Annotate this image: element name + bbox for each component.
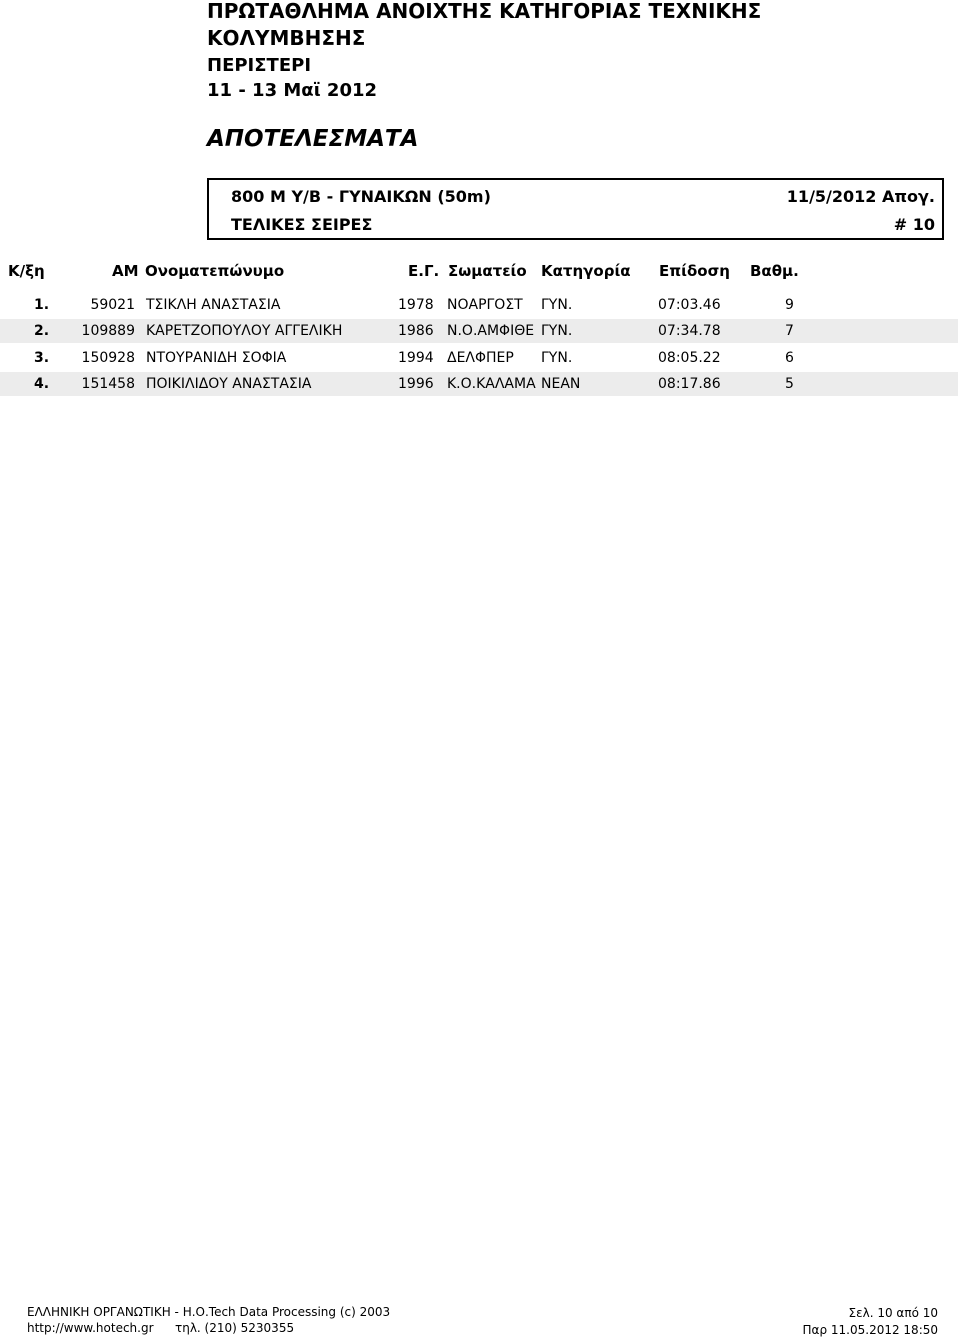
row-am: 109889 <box>81 323 135 339</box>
row-time: 07:03.46 <box>658 297 721 313</box>
row-points: 6 <box>785 350 794 366</box>
footer-printed: Παρ 11.05.2012 18:50 <box>802 1323 938 1337</box>
row-year: 1996 <box>398 376 434 392</box>
table-row <box>0 293 958 317</box>
row-rank: 4. <box>34 376 50 392</box>
row-year: 1994 <box>398 350 434 366</box>
row-club: ΔΕΛΦΠΕΡ <box>447 350 514 366</box>
col-time: Επίδοση <box>659 262 730 280</box>
event-date: 11/5/2012 Απογ. <box>786 187 935 206</box>
table-row <box>0 346 958 370</box>
table-row <box>0 372 958 396</box>
row-points: 9 <box>785 297 794 313</box>
table-row <box>0 319 958 343</box>
row-rank: 3. <box>34 350 50 366</box>
col-rank: Κ/ξη <box>8 262 45 280</box>
event-dates: 11 - 13 Μαϊ 2012 <box>207 80 378 101</box>
row-category: ΓΥΝ. <box>541 350 573 366</box>
row-name: ΤΣΙΚΛΗ ΑΝΑΣΤΑΣΙΑ <box>146 297 281 313</box>
footer-org: ΕΛΛΗΝΙΚΗ ΟΡΓΑΝΩΤΙΚΗ - Η.Ο.Tech Data Processing (c) 2003 <box>27 1305 391 1319</box>
row-name: ΚΑΡΕΤΖΟΠΟΥΛΟΥ ΑΓΓΕΛΙΚΗ <box>146 323 343 339</box>
row-year: 1978 <box>398 297 434 313</box>
row-points: 7 <box>785 323 794 339</box>
event-stage: ΤΕΛΙΚΕΣ ΣΕΙΡΕΣ <box>231 215 373 234</box>
row-category: ΓΥΝ. <box>541 323 573 339</box>
row-club: ΝΟΑΡΓΟΣΤ <box>447 297 523 313</box>
location: ΠΕΡΙΣΤΕΡΙ <box>207 55 312 76</box>
row-club: Κ.Ο.ΚΑΛΑΜΑ <box>447 376 536 392</box>
row-category: ΝΕΑΝ <box>541 376 581 392</box>
row-am: 150928 <box>81 350 135 366</box>
col-club: Σωματείο <box>448 262 527 280</box>
row-year: 1986 <box>398 323 434 339</box>
col-am: ΑΜ <box>112 262 139 280</box>
row-time: 08:17.86 <box>658 376 721 392</box>
results-title: ΑΠΟΤΕΛΕΣΜΑΤΑ <box>207 126 419 152</box>
col-year: Ε.Γ. <box>408 262 440 280</box>
row-rank: 2. <box>34 323 50 339</box>
footer-phone: τηλ. (210) 5230355 <box>175 1321 295 1335</box>
col-name: Ονοματεπώνυμο <box>145 262 285 280</box>
row-club: Ν.Ο.ΑΜΦΙΘΕ <box>447 323 535 339</box>
col-points: Βαθμ. <box>750 262 799 280</box>
row-name: ΠΟΙΚΙΛΙΔΟΥ ΑΝΑΣΤΑΣΙΑ <box>146 376 312 392</box>
row-name: ΝΤΟΥΡΑΝΙΔΗ ΣΟΦΙΑ <box>146 350 287 366</box>
championship-title: ΠΡΩΤΑΘΛΗΜΑ ΑΝΟΙΧΤΗΣ ΚΑΤΗΓΟΡΙΑΣ ΤΕΧΝΙΚΗΣ <box>207 0 762 23</box>
footer-page: Σελ. 10 από 10 <box>848 1306 938 1320</box>
footer-url[interactable]: http://www.hotech.gr <box>27 1321 154 1335</box>
row-am: 151458 <box>81 376 135 392</box>
championship-title-line2: ΚΟΛΥΜΒΗΣΗΣ <box>207 26 366 50</box>
row-time: 08:05.22 <box>658 350 721 366</box>
row-time: 07:34.78 <box>658 323 721 339</box>
event-number: # 10 <box>893 215 935 234</box>
event-info-box <box>207 178 944 240</box>
row-am: 59021 <box>90 297 135 313</box>
row-category: ΓΥΝ. <box>541 297 573 313</box>
row-rank: 1. <box>34 297 50 313</box>
event-name: 800 Μ Υ/Β - ΓΥΝΑΙΚΩΝ (50m) <box>231 187 491 206</box>
col-category: Κατηγορία <box>541 262 631 280</box>
row-points: 5 <box>785 376 794 392</box>
